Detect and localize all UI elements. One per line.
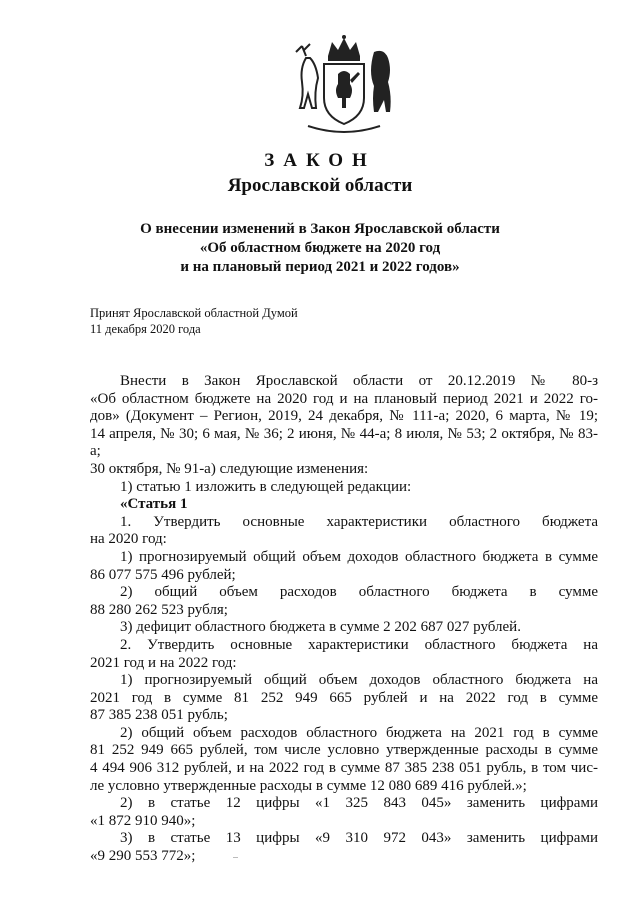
body-line: ле условно утвержденные расходы в сумме 12 080 689 416 рублей.»; (90, 777, 527, 794)
body-line: 2. Утвердить основные характеристики областного бюджета на (120, 636, 598, 653)
body-line: 1) прогнозируемый общий объем доходов областного бюджета на (120, 672, 598, 689)
body-line: на 2020 год: (90, 531, 167, 548)
body-line: 3) дефицит областного бюджета в сумме 2 202 687 027 рублей. (120, 619, 521, 636)
title-line: и на плановый период 2021 и 2022 годов» (180, 259, 460, 275)
body-line: 86 077 575 496 рублей; (90, 566, 236, 583)
law-body (90, 373, 598, 866)
body-line: 87 385 238 051 рубль; (90, 707, 228, 724)
region-heading: Ярославской области (227, 175, 413, 196)
scan-mark (233, 857, 238, 858)
article-heading: «Статья 1 (120, 496, 188, 513)
body-line: Внести в Закон Ярославской области от 20.12.2019 № 80-з (120, 373, 598, 389)
adoption-note (90, 305, 298, 337)
body-line: 3) в статье 13 цифры «9 310 972 043» заменить цифрами (120, 830, 598, 847)
law-heading: ЗАКОН (264, 150, 376, 171)
body-line: 4 494 906 312 рублей, и на 2022 год в сумме 87 385 238 051 рубль, в том чис- (90, 760, 598, 777)
body-line: 2) общий объем расходов областного бюджета на 2021 год в сумме (120, 724, 598, 741)
body-line: 1. Утвердить основные характеристики областного бюджета (120, 513, 598, 530)
body-line: «1 872 910 940»; (90, 812, 196, 829)
body-line: 1) прогнозируемый общий объем доходов областного бюджета в сумме (120, 548, 598, 565)
body-line: «9 290 553 772»; (90, 848, 196, 865)
body-line: 30 октября, № 91-а) следующие изменения: (90, 460, 369, 477)
title-line: «Об областном бюджете на 2020 год (199, 240, 441, 256)
adoption-line: Принят Ярославской областной Думой (90, 306, 298, 320)
body-line: 2021 год и на 2022 год: (90, 654, 237, 671)
body-line: 88 280 262 523 рубля; (90, 601, 228, 618)
title-line: О внесении изменений в Закон Ярославской области (140, 221, 500, 237)
law-title (0, 220, 640, 277)
body-line: 2021 год в сумме 81 252 949 665 рублей и на 2022 год в сумме (90, 689, 598, 706)
body-line: дов» (Документ – Регион, 2019, 24 декабря, № 111-а; 2020, 6 марта, № 19; (90, 408, 598, 425)
adoption-line: 11 декабря 2020 года (90, 322, 201, 336)
body-line: 14 апреля, № 30; 6 мая, № 36; 2 июня, № 44-а; 8 июля, № 53; 2 октября, № 83-а; (90, 425, 598, 460)
body-line: «Об областном бюджете на 2020 год и на плановый период 2021 и 2022 го- (90, 390, 598, 407)
body-line: 1) статью 1 изложить в следующей редакции: (120, 478, 412, 495)
body-line: 2) общий объем расходов областного бюджета в сумме (120, 584, 598, 601)
body-line: 81 252 949 665 рублей, том числе условно утвержденные расходы в сумме (90, 742, 598, 759)
body-line: 2) в статье 12 цифры «1 325 843 045» заменить цифрами (120, 795, 598, 812)
yaroslavl-coat-of-arms-icon (288, 34, 400, 136)
